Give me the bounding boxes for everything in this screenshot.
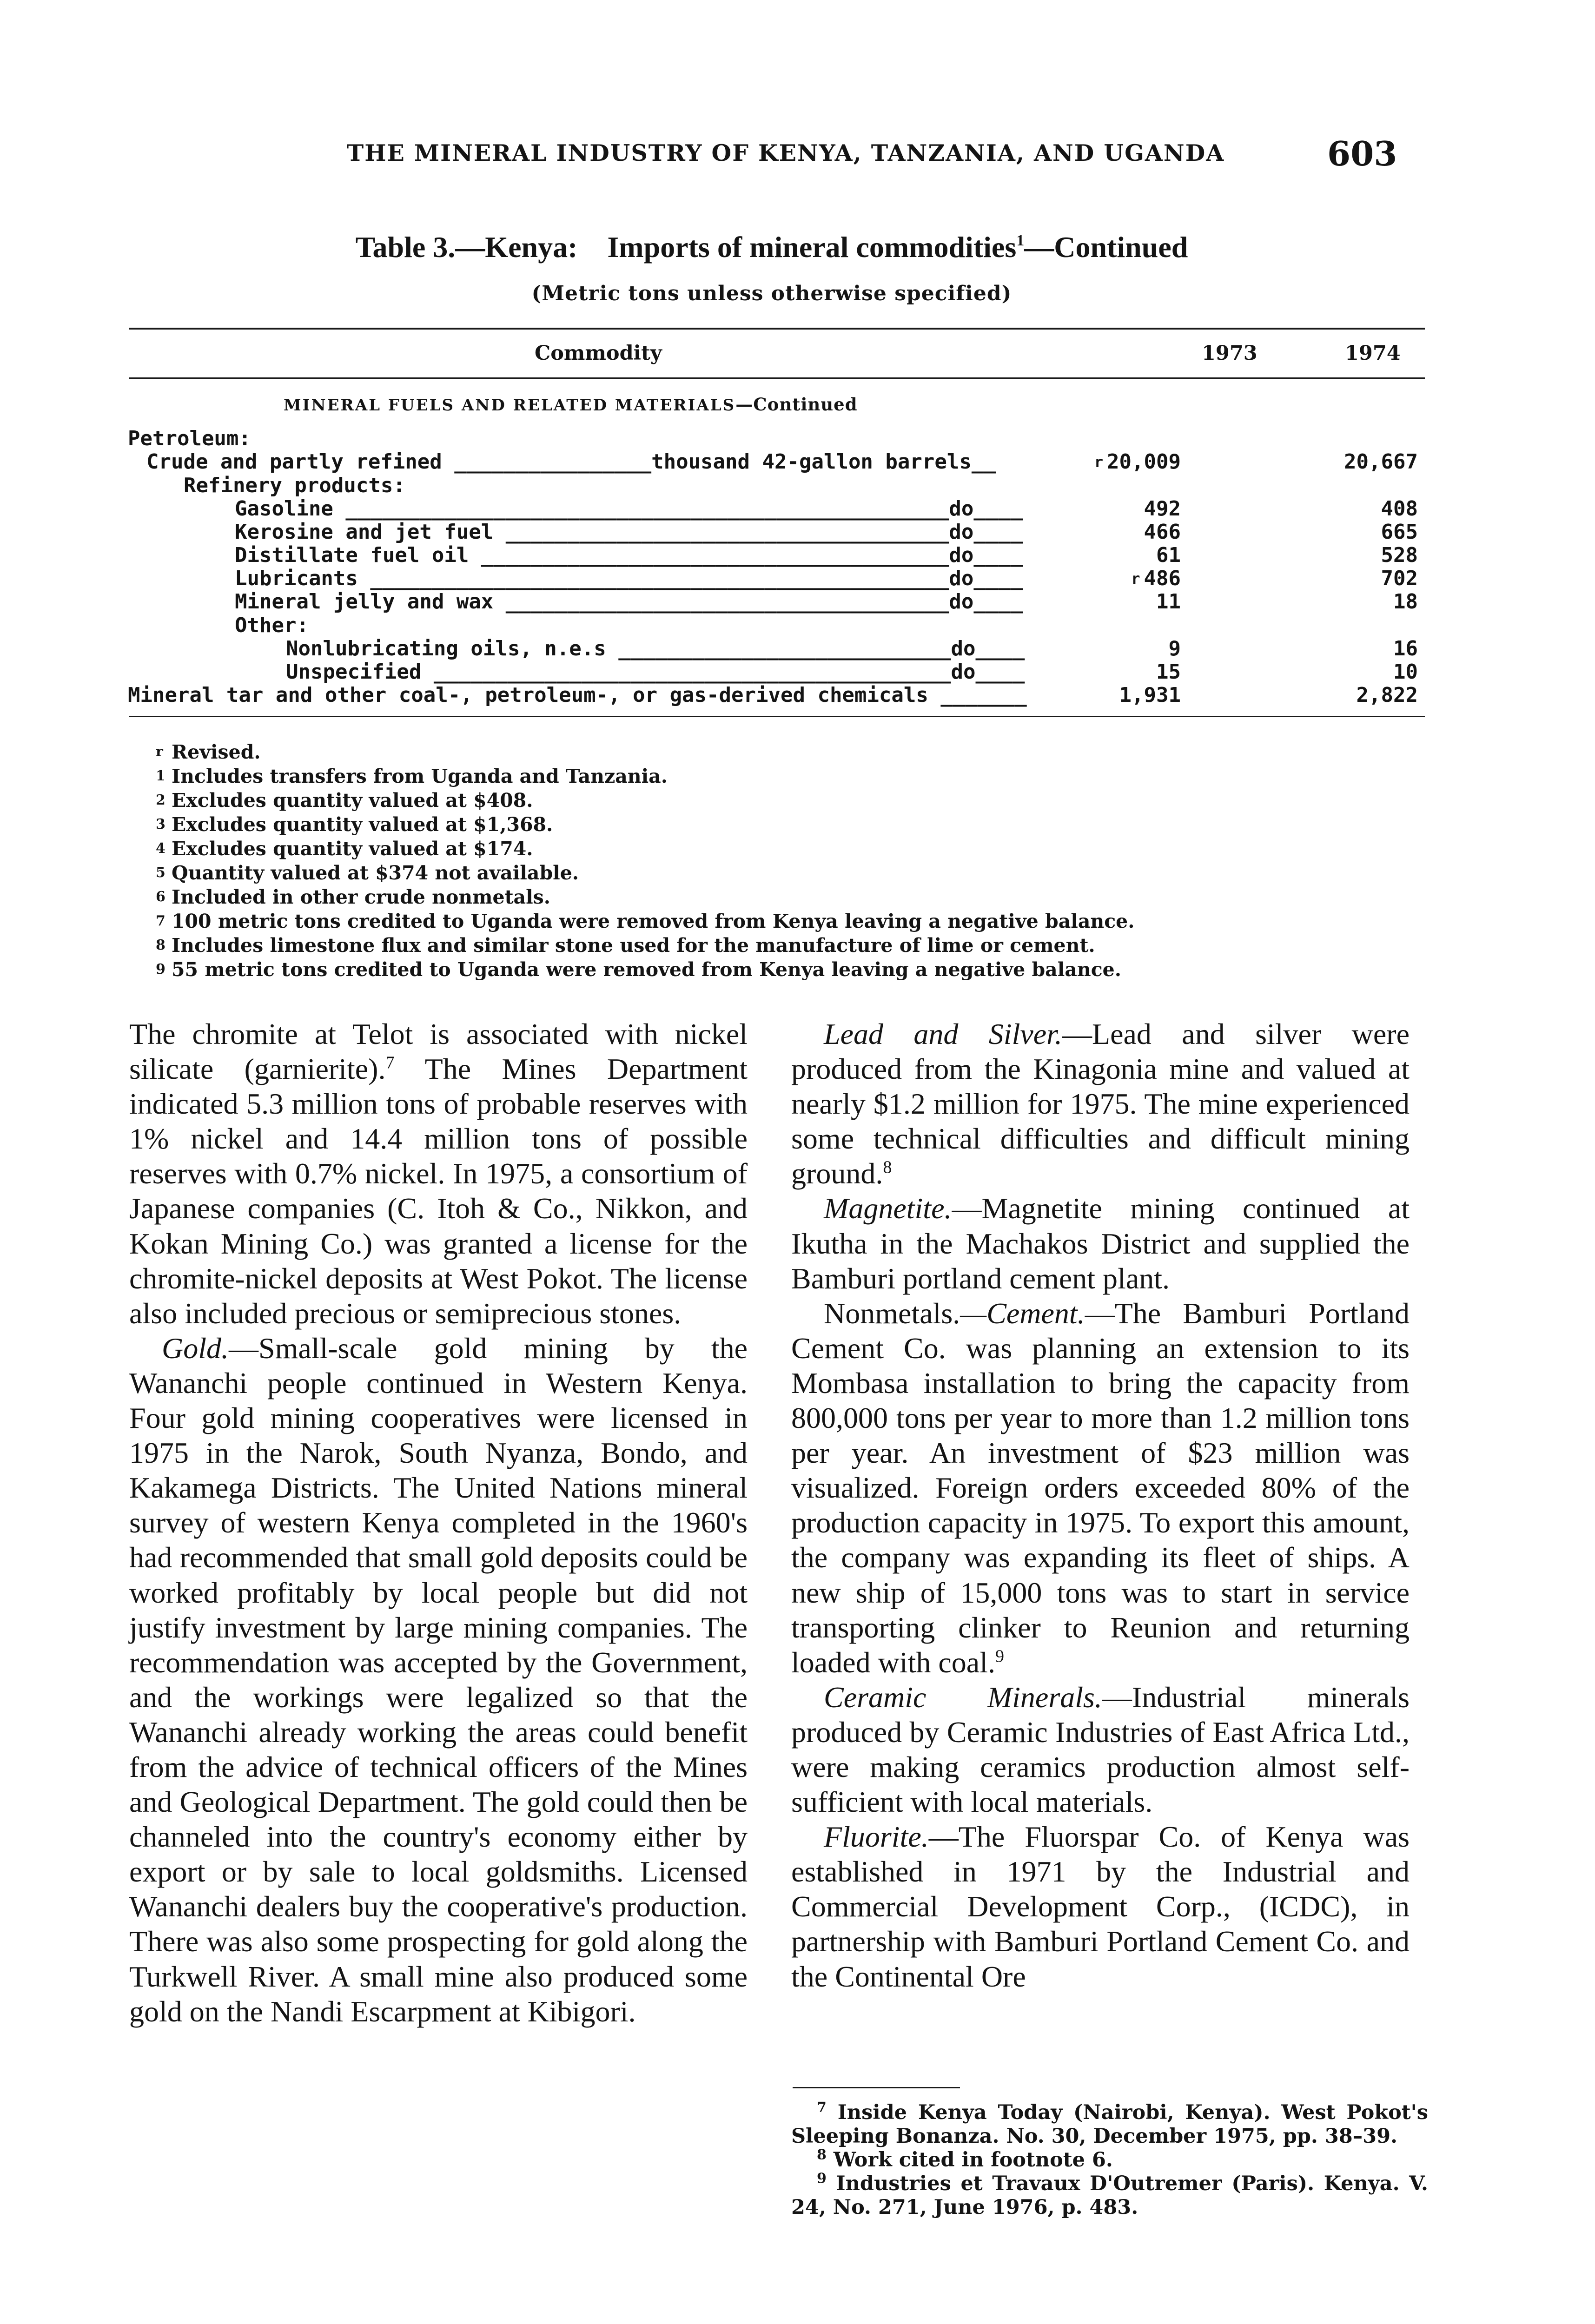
note-mark: 7 [156, 913, 165, 929]
table-bottom-rule [129, 716, 1425, 717]
table-row [128, 520, 1425, 544]
table-row [128, 683, 1425, 707]
value-1973: $^r$ 486 [1131, 567, 1181, 590]
table-notes [156, 740, 1364, 982]
revised-mark: r [1131, 570, 1140, 588]
table-note: 9 55 metric tons credited to Uganda were removed from Kenya leaving a negative balance. [156, 958, 1122, 981]
note-mark: 6 [156, 889, 165, 905]
value-1973: 15 [1156, 660, 1181, 684]
value-1974: 10 [1393, 660, 1418, 684]
value-1974: 2,822 [1356, 683, 1418, 707]
note-mark: 4 [156, 840, 165, 857]
value-1974: 408 [1381, 497, 1418, 521]
table-top-rule-right [979, 328, 1425, 330]
paragraph-heading: Magnetite. [824, 1192, 952, 1225]
value-1973: 466 [1144, 520, 1181, 544]
table-row [128, 614, 1425, 638]
paragraph-heading: Fluorite. [824, 1820, 929, 1854]
table-note: 4 Excludes quantity valued at $174. [156, 838, 533, 860]
footnote-mark: 8 [817, 2146, 827, 2163]
table-subtitle: (Metric tons unless otherwise specified) [531, 282, 1012, 305]
note-mark: 8 [156, 937, 165, 953]
footnote-ref: 8 [883, 1158, 892, 1178]
table-note: r Revised. [156, 741, 261, 763]
section-heading: Nonmetals. [824, 1296, 960, 1330]
row-label: Distillate fuel oil ______________________________________do____ [235, 543, 1023, 567]
page-number: 603 [1327, 134, 1397, 173]
table-row [128, 590, 1425, 614]
footnote: $^9$ Industries et Travaux D'Outremer (Paris). Kenya. V. 24, No. 271, June 1976, p. 483. [791, 2170, 1428, 2219]
page-footnotes [791, 2101, 1428, 2219]
footnote: $^7$ Inside Kenya Today (Nairobi, Kenya). West Pokot's Sleeping Bonanza. No. 30, December 1975, pp. 38–39. [791, 2099, 1428, 2148]
paragraph-heading: Lead and Silver. [824, 1017, 1062, 1050]
value-1974: 18 [1393, 590, 1418, 614]
value-1973: 9 [1168, 637, 1181, 660]
table-top-rule [129, 328, 1081, 330]
table-row [128, 660, 1425, 684]
value-1973: 61 [1156, 543, 1181, 567]
table-note: 3 Excludes quantity valued at $1,368. [156, 813, 553, 836]
table-row [128, 450, 1425, 474]
row-label: Mineral tar and other coal-, petroleum-, or gas-derived chemicals _______ [128, 683, 1027, 707]
row-label: Lubricants _______________________________________________do____ [235, 567, 1023, 590]
table-row [128, 543, 1425, 568]
table-note: 5 Quantity valued at $374 not available. [156, 862, 579, 884]
section-heading-suffix: —Continued [735, 394, 858, 415]
note-mark: 3 [156, 816, 165, 832]
table-title-suffix: —Continued [1024, 231, 1188, 264]
table-row [128, 497, 1425, 521]
table-row [128, 567, 1425, 591]
column-header-1974: 1974 [1345, 342, 1401, 365]
paragraph-lead-silver: Lead and Silver.—Lead and silver were produced from the Kinagonia mine and valued at nearly $1.2 million for 1975. The mine experienced some technical difficulties and difficult mining ground.$^8$ [791, 1017, 1410, 1190]
section-heading-name: MINERAL FUELS AND RELATED MATERIALS [284, 396, 736, 415]
paragraph-ceramic: Ceramic Minerals.—Industrial minerals produced by Ceramic Industries of East Africa Ltd., were making ceramics production almost self-sufficient with local materials. [791, 1680, 1410, 1819]
note-mark: 9 [156, 961, 165, 977]
table-note: 1 Includes transfers from Uganda and Tanzania. [156, 765, 668, 787]
value-1974: 702 [1381, 567, 1418, 590]
footnote-rule [793, 2087, 960, 2088]
paragraph-magnetite: Magnetite.—Magnetite mining continued at Ikutha in the Machakos District and supplied the Bamburi portland cement plant. [791, 1192, 1410, 1295]
value-1974: 528 [1381, 543, 1418, 567]
left-text-column [129, 1017, 748, 2029]
value-1973: 1,931 [1119, 683, 1181, 707]
footnote: $^8$ Work cited in footnote 6. [817, 2146, 1113, 2172]
table-note: 2 Excludes quantity valued at $408. [156, 789, 533, 812]
column-header-1973: 1973 [1202, 342, 1257, 365]
paragraph-cement: Nonmetals.—Cement.—The Bamburi Portland Cement Co. was planning an extension to its Mombasa installation to bring the capacity from 800,000 tons per year to more than 1.2 million tons per year. An investment of $23 million was visualized. Foreign orders exceeded 80% of the production capacity in 1975. To export this amount, the company was expanding its fleet of ships. A new ship of 15,000 tons was to start in service transporting clinker to Reunion and returning loaded with coal.$^9$ [791, 1296, 1410, 1679]
table-note: 8 Includes limestone flux and similar stone used for the manufacture of lime or cement. [156, 934, 1095, 957]
row-label: Nonlubricating oils, n.e.s ___________________________do____ [286, 637, 1025, 660]
note-mark: r [156, 744, 163, 760]
footnote-mark: 9 [817, 2170, 827, 2187]
note-mark: 1 [156, 768, 165, 784]
value-1974: 665 [1381, 520, 1418, 544]
note-mark: 5 [156, 865, 165, 881]
row-label: Petroleum: [128, 427, 251, 450]
table-title-text: Table 3.—Kenya: Imports of mineral commodities [355, 231, 1017, 264]
paragraph-heading: —Cement. [960, 1296, 1085, 1330]
value-1973: 492 [1144, 497, 1181, 521]
row-label: Kerosine and jet fuel ____________________________________do____ [235, 520, 1023, 544]
revised-mark: r [1094, 453, 1104, 471]
right-text-column [791, 1017, 1410, 1994]
row-label: Refinery products: [184, 474, 405, 497]
row-label: Mineral jelly and wax ____________________________________do____ [235, 590, 1023, 614]
running-head: THE MINERAL INDUSTRY OF KENYA, TANZANIA, AND UGANDA [346, 139, 1225, 166]
value-1974: 20,667 [1344, 450, 1418, 474]
table-row [128, 427, 1425, 451]
row-label: Other: [235, 614, 309, 637]
paragraph-chromite: The chromite at Telot is associated with nickel silicate (garnierite).$^7$ The Mines Department indicated 5.3 million tons of probable reserves with 1% nickel and 14.4 million tons of possible reserves with 0.7% nickel. In 1975, a consortium of Japanese companies (C. Itoh & Co., Nikkon, and Kokan Mining Co.) was granted a license for the chromite-nickel deposits at West Pokot. The license also included precious or semiprecious stones. [129, 1017, 748, 1330]
value-1974: 16 [1393, 637, 1418, 660]
table-note: 6 Included in other crude nonmetals. [156, 886, 551, 908]
footnote-mark: 7 [817, 2099, 827, 2116]
table-header-rule [129, 377, 1425, 379]
table-note: 7 100 metric tons credited to Uganda were removed from Kenya leaving a negative balance. [156, 910, 1135, 932]
footnote-ref: 9 [995, 1646, 1004, 1666]
column-header-commodity: Commodity [535, 342, 662, 365]
footnote-ref: 7 [385, 1053, 395, 1073]
paragraph-fluorite: Fluorite.—The Fluorspar Co. of Kenya was established in 1971 by the Industrial and Commercial Development Corp., (ICDC), in partnership with Bamburi Portland Cement Co. and the Continental Ore [791, 1820, 1410, 1993]
table-row [128, 474, 1425, 498]
paragraph-heading: Ceramic Minerals. [824, 1680, 1102, 1714]
row-label: Gasoline _________________________________________________do____ [235, 497, 1023, 521]
value-1973: 11 [1156, 590, 1181, 614]
table-title-note-ref: 1 [1016, 232, 1025, 249]
table-section-heading [284, 394, 858, 415]
table-title [130, 230, 1413, 264]
row-label: Crude and partly refined ________________thousand 42-gallon barrels__ [146, 450, 996, 474]
row-label: Unspecified __________________________________________do____ [286, 660, 1025, 684]
value-1973: $^r$ 20,009 [1094, 450, 1181, 474]
paragraph-heading: Gold. [162, 1331, 229, 1365]
paragraph-gold: Gold.—Small-scale gold mining by the Wananchi people continued in Western Kenya. Four gold mining cooperatives were licensed in 1975 in the Narok, South Nyanza, Bondo, and Kakamega Districts. The United Nations mineral survey of western Kenya completed in the 1960's had recommended that small gold deposits could be worked profitably by local people but did not justify investment by large mining companies. The recommendation was accepted by the Government, and the workings were legalized so that the Wananchi already working the areas could benefit from the advice of technical officers of the Mines and Geological Department. The gold could then be channeled into the country's economy either by export or by sale to local goldsmiths. Licensed Wananchi dealers buy the cooperative's production. There was also some prospecting for gold along the Turkwell River. A small mine also produced some gold on the Nandi Escarpment at Kibigori. [129, 1331, 748, 2028]
note-mark: 2 [156, 792, 165, 808]
table-row [128, 637, 1425, 661]
